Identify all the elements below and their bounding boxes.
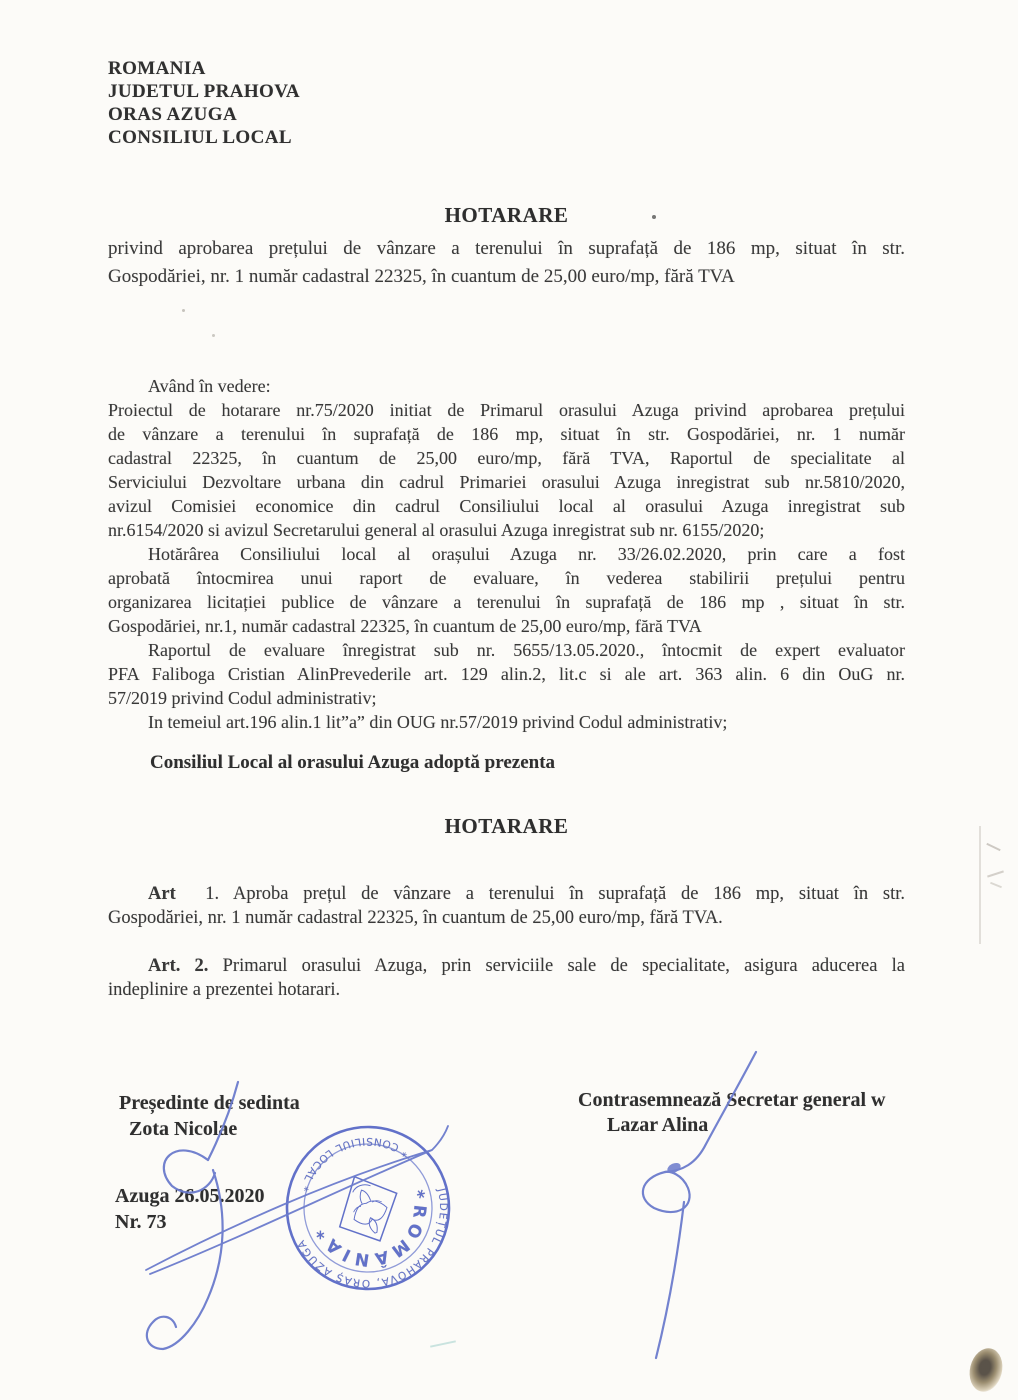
paper-speck xyxy=(182,309,185,312)
letterhead-council: CONSILIUL LOCAL xyxy=(108,127,292,148)
text-line: Art. 2. Primarul orasului Azuga, prin serviciile sale de specialitate, asigura aducerea la xyxy=(148,956,905,976)
text-line: organizarea licitației publice de vânzare a terenului în suprafață de 186 mp , situat în str. xyxy=(108,592,905,612)
scan-edge-mark xyxy=(990,882,1002,888)
text-line: avizul Comisiei economice din cadrul Consiliului local al orasului Azuga inregistrat sub xyxy=(108,496,905,516)
countersign-role-label: Contrasemnează Secretar general w xyxy=(578,1089,886,1111)
official-round-stamp-icon xyxy=(277,1117,459,1299)
text-line: nr.6154/2020 si avizul Secretarului general al orasului Azuga inregistrat sub nr. 6155/2020; xyxy=(108,520,765,540)
text-line: In temeiul art.196 alin.1 lit”a” din OUG nr.57/2019 privind Codul administrativ; xyxy=(148,712,728,732)
text-line: PFA Faliboga Cristian AlinPrevederile art. 129 alin.2, lit.c si ale art. 363 alin. 6 din OuG nr. xyxy=(108,664,905,684)
text-line: Raportul de evaluare înregistrat sub nr. 5655/13.05.2020., întocmit de expert evaluator xyxy=(148,640,905,660)
article-1 xyxy=(108,882,905,930)
text-line: Gospodăriei, nr. 1 număr cadastral 22325, în cuantum de 25,00 euro/mp, fără TVA. xyxy=(108,908,723,928)
letterhead xyxy=(108,57,300,149)
stamp-county-text: JUDEȚUL PRAHOVA, ORAȘ AZUGA xyxy=(294,1187,450,1290)
faint-pen-mark xyxy=(430,1340,456,1347)
text-line: Proiectul de hotarare nr.75/2020 initiat de Primarul orasului Azuga privind aprobarea prețului xyxy=(108,400,905,420)
text-line: Gospodăriei, nr. 1 număr cadastral 22325, în cuantum de 25,00 euro/mp, fără TVA xyxy=(108,266,735,287)
countersign-name: Lazar Alina xyxy=(607,1114,709,1136)
text-line: Având în vedere: xyxy=(148,376,271,396)
text-line: Hotărârea Consiliului local al orașului Azuga nr. 33/26.02.2020, prin care a fost xyxy=(148,544,905,564)
scan-edge-mark xyxy=(987,870,1004,877)
scan-edge-line xyxy=(979,826,981,944)
ink-smudge xyxy=(965,1345,1007,1395)
text-line: Serviciului Dezvoltare urbana din cadrul Primariei orasului Azuga inregistrat sub nr.5810/2020, xyxy=(108,472,905,492)
place-and-date: Azuga 26.05.2020 xyxy=(115,1185,265,1207)
paper-speck xyxy=(212,334,215,337)
text-line: aprobată întocmirea unui raport de evaluare, în vederea stabilirii prețului pentru xyxy=(108,568,905,588)
president-name: Zota Nicolae xyxy=(129,1118,238,1140)
text-line: Art 1. Aproba prețul de vânzare a terenului în suprafață de 186 mp, situat în str. xyxy=(148,884,905,904)
text-line: indeplinire a prezentei hotarari. xyxy=(108,980,341,1000)
svg-text:JUDEȚUL PRAHOVA, ORAȘ AZUGA xyxy=(294,1185,459,1299)
stamp-country-text: *ROMÂNIA* xyxy=(310,1188,430,1270)
letterhead-country: ROMANIA xyxy=(108,58,206,79)
document-subtitle xyxy=(108,235,905,291)
document-title: HOTARARE xyxy=(444,203,569,227)
preamble-text xyxy=(108,374,905,734)
letterhead-town: ORAS AZUGA xyxy=(108,104,238,125)
text-line: 57/2019 privind Codul administrativ; xyxy=(108,688,377,708)
adoption-line: Consiliul Local al orasului Azuga adoptă prezenta xyxy=(150,752,556,773)
stamp-council-text: * CONSILIUL LOCAL * xyxy=(297,1134,412,1194)
decision-heading: HOTARARE xyxy=(444,814,569,838)
text-line: privind aprobarea prețului de vânzare a terenului în suprafață de 186 mp, situat în str. xyxy=(108,238,905,259)
text-line: cadastral 22325, în cuantum de 25,00 euro/mp, fără TVA, Raportul de specialitate al xyxy=(108,448,905,468)
article-2 xyxy=(108,954,905,1002)
scan-edge-mark xyxy=(986,843,1000,851)
letterhead-county: JUDETUL PRAHOVA xyxy=(108,81,300,102)
text-line: Gospodăriei, nr.1, număr cadastral 22325, în cuantum de 25,00 euro/mp, fără TVA xyxy=(108,616,702,636)
act-number: Nr. 73 xyxy=(115,1211,167,1233)
president-role-label: Președinte de sedinta xyxy=(119,1092,300,1114)
stray-ink-dot xyxy=(652,215,656,219)
text-line: de vânzare a terenului în suprafață de 186 mp, situat în str. Gospodăriei, nr. 1 număr xyxy=(108,424,905,444)
